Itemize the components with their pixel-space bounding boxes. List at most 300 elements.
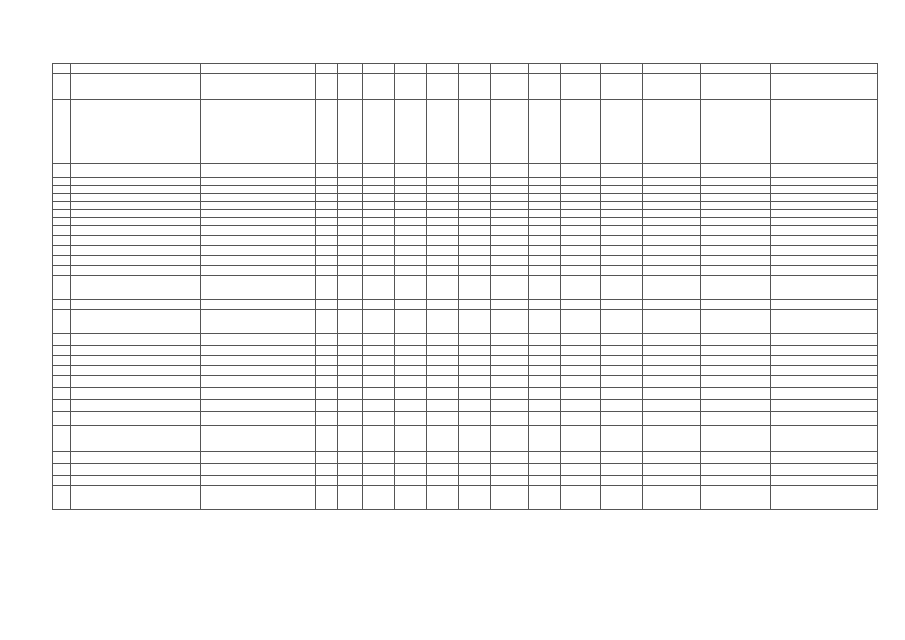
cell-name [71,300,201,310]
cell-c5 [529,452,561,464]
cell-basis [201,100,316,164]
cell-c5 [529,300,561,310]
cell-no [53,346,71,356]
cell-c3 [459,276,491,300]
cell-c5 [529,412,561,426]
cell-c9 [701,186,771,194]
cell-c8 [643,452,701,464]
cell-c2 [427,194,459,202]
cell-c10 [771,236,878,246]
cell-cost [363,186,395,194]
table-row [53,164,878,178]
cell-c9 [701,226,771,236]
cell-c5 [529,426,561,452]
cell-c6 [561,74,601,100]
cell-c5 [529,376,561,388]
cell-c8 [643,186,701,194]
cell-length [338,266,363,276]
cell-c1 [395,388,427,400]
cell-c9 [701,74,771,100]
cell-c3 [459,202,491,210]
cell-c9 [701,452,771,464]
table-row [53,178,878,186]
cell-c3 [459,356,491,366]
cell-no [53,400,71,412]
cell-year [316,266,338,276]
cell-c2 [427,426,459,452]
cell-c10 [771,426,878,452]
cell-year [316,388,338,400]
cell-year [316,74,338,100]
cell-c2 [427,218,459,226]
cell-c8 [643,486,701,510]
cell-c5 [529,400,561,412]
cell-c1 [395,64,427,74]
cell-c6 [561,476,601,486]
cell-name [71,346,201,356]
cell-c1 [395,310,427,334]
cell-c4 [491,266,529,276]
cell-length [338,366,363,376]
cell-c8 [643,334,701,346]
cell-cost [363,426,395,452]
cell-c1 [395,266,427,276]
cell-c10 [771,210,878,218]
cell-c6 [561,202,601,210]
cell-c9 [701,246,771,256]
cell-c1 [395,346,427,356]
cell-c2 [427,74,459,100]
table-row [53,64,878,74]
cell-c2 [427,356,459,366]
cell-c1 [395,356,427,366]
cell-c7 [601,74,643,100]
cell-name [71,226,201,236]
cell-c6 [561,426,601,452]
cell-c3 [459,452,491,464]
cell-c9 [701,486,771,510]
table-row [53,366,878,376]
cell-c7 [601,334,643,346]
cell-c2 [427,226,459,236]
cell-c7 [601,476,643,486]
cell-c5 [529,256,561,266]
cell-cost [363,266,395,276]
cell-c2 [427,464,459,476]
cell-c2 [427,210,459,218]
cell-c2 [427,164,459,178]
cell-c2 [427,100,459,164]
cell-c2 [427,300,459,310]
cell-basis [201,218,316,226]
cell-c10 [771,366,878,376]
cell-name [71,256,201,266]
cell-name [71,276,201,300]
cell-c9 [701,366,771,376]
cell-basis [201,388,316,400]
cell-basis [201,74,316,100]
cell-cost [363,74,395,100]
table-row [53,388,878,400]
cell-no [53,164,71,178]
cell-c6 [561,164,601,178]
cell-cost [363,64,395,74]
cell-c8 [643,100,701,164]
cell-c7 [601,412,643,426]
cell-year [316,178,338,186]
table-row [53,452,878,464]
cell-basis [201,256,316,266]
cell-c4 [491,426,529,452]
cell-length [338,236,363,246]
cell-c10 [771,64,878,74]
cell-length [338,164,363,178]
cell-c10 [771,266,878,276]
cell-year [316,486,338,510]
cell-no [53,366,71,376]
cell-basis [201,356,316,366]
cell-c7 [601,276,643,300]
cell-length [338,334,363,346]
cell-name [71,426,201,452]
cell-c6 [561,266,601,276]
cell-length [338,210,363,218]
cell-basis [201,426,316,452]
cell-c6 [561,356,601,366]
cell-c1 [395,486,427,510]
cell-c10 [771,476,878,486]
cell-c9 [701,276,771,300]
cell-c10 [771,226,878,236]
cell-c10 [771,246,878,256]
cell-c6 [561,64,601,74]
cell-year [316,464,338,476]
cell-c7 [601,452,643,464]
cell-c10 [771,74,878,100]
cell-no [53,74,71,100]
cell-c7 [601,186,643,194]
cell-c2 [427,246,459,256]
cell-c3 [459,426,491,452]
cell-year [316,210,338,218]
cell-year [316,310,338,334]
cell-c8 [643,476,701,486]
cell-no [53,452,71,464]
cell-cost [363,356,395,366]
data-table [52,63,878,510]
cell-cost [363,194,395,202]
cell-no [53,300,71,310]
cell-no [53,412,71,426]
cell-c1 [395,300,427,310]
cell-c9 [701,194,771,202]
cell-name [71,178,201,186]
cell-length [338,74,363,100]
cell-c7 [601,464,643,476]
cell-basis [201,266,316,276]
cell-c2 [427,266,459,276]
cell-c5 [529,100,561,164]
table-row [53,464,878,476]
cell-length [338,186,363,194]
cell-name [71,464,201,476]
cell-c1 [395,74,427,100]
cell-basis [201,236,316,246]
cell-no [53,486,71,510]
cell-c5 [529,334,561,346]
cell-c3 [459,210,491,218]
cell-c1 [395,476,427,486]
cell-cost [363,210,395,218]
cell-year [316,376,338,388]
cell-c9 [701,256,771,266]
cell-c4 [491,194,529,202]
cell-c8 [643,178,701,186]
cell-basis [201,310,316,334]
cell-basis [201,186,316,194]
cell-c3 [459,100,491,164]
cell-c1 [395,218,427,226]
cell-c4 [491,164,529,178]
cell-c6 [561,412,601,426]
cell-length [338,300,363,310]
cell-c5 [529,356,561,366]
cell-c7 [601,256,643,266]
cell-c10 [771,178,878,186]
cell-year [316,346,338,356]
cell-c3 [459,476,491,486]
cell-c9 [701,334,771,346]
cell-c6 [561,400,601,412]
cell-c8 [643,464,701,476]
table-row [53,202,878,210]
cell-c8 [643,246,701,256]
cell-c6 [561,226,601,236]
cell-length [338,64,363,74]
cell-c2 [427,400,459,412]
cell-cost [363,246,395,256]
cell-c9 [701,412,771,426]
cell-c2 [427,376,459,388]
cell-length [338,476,363,486]
cell-cost [363,388,395,400]
cell-c8 [643,266,701,276]
cell-c6 [561,464,601,476]
cell-no [53,476,71,486]
cell-c3 [459,194,491,202]
cell-c1 [395,412,427,426]
cell-c7 [601,64,643,74]
cell-year [316,226,338,236]
cell-year [316,412,338,426]
cell-c5 [529,236,561,246]
cell-year [316,236,338,246]
cell-name [71,218,201,226]
cell-c1 [395,366,427,376]
cell-c10 [771,276,878,300]
cell-c8 [643,426,701,452]
cell-c1 [395,164,427,178]
cell-c3 [459,412,491,426]
cell-length [338,202,363,210]
table-row [53,486,878,510]
cell-year [316,202,338,210]
cell-c1 [395,202,427,210]
cell-cost [363,300,395,310]
cell-c1 [395,256,427,266]
cell-c4 [491,178,529,186]
cell-c10 [771,334,878,346]
cell-c1 [395,186,427,194]
cell-c10 [771,464,878,476]
cell-year [316,300,338,310]
cell-basis [201,246,316,256]
cell-c7 [601,202,643,210]
cell-c2 [427,412,459,426]
cell-c3 [459,186,491,194]
cell-c9 [701,202,771,210]
cell-c8 [643,226,701,236]
table-row [53,276,878,300]
cell-c10 [771,218,878,226]
cell-c7 [601,426,643,452]
cell-c8 [643,256,701,266]
cell-c8 [643,366,701,376]
cell-c2 [427,202,459,210]
cell-cost [363,226,395,236]
cell-c8 [643,346,701,356]
cell-c5 [529,186,561,194]
cell-c7 [601,388,643,400]
cell-c6 [561,100,601,164]
cell-c9 [701,388,771,400]
cell-c2 [427,64,459,74]
cell-c1 [395,464,427,476]
cell-c10 [771,356,878,366]
cell-c6 [561,376,601,388]
cell-c7 [601,100,643,164]
cell-c3 [459,256,491,266]
cell-c4 [491,464,529,476]
cell-c7 [601,486,643,510]
cell-name [71,452,201,464]
cell-c6 [561,236,601,246]
table-row [53,376,878,388]
cell-no [53,64,71,74]
cell-c1 [395,334,427,346]
cell-c5 [529,464,561,476]
cell-c9 [701,210,771,218]
cell-basis [201,276,316,300]
cell-c4 [491,412,529,426]
cell-c7 [601,376,643,388]
cell-c8 [643,400,701,412]
cell-cost [363,376,395,388]
table-row [53,476,878,486]
cell-c6 [561,218,601,226]
cell-c5 [529,164,561,178]
cell-c8 [643,74,701,100]
cell-c9 [701,300,771,310]
cell-basis [201,464,316,476]
cell-year [316,366,338,376]
table-row [53,334,878,346]
table-row [53,100,878,164]
cell-c7 [601,246,643,256]
cell-year [316,334,338,346]
cell-no [53,210,71,218]
cell-c3 [459,346,491,356]
cell-cost [363,202,395,210]
table-row [53,356,878,366]
cell-c4 [491,300,529,310]
cell-length [338,256,363,266]
cell-c1 [395,452,427,464]
cell-name [71,310,201,334]
cell-c10 [771,100,878,164]
cell-cost [363,346,395,356]
cell-cost [363,256,395,266]
cell-c1 [395,194,427,202]
cell-year [316,400,338,412]
cell-c6 [561,486,601,510]
cell-c5 [529,310,561,334]
cell-c5 [529,388,561,400]
cell-c4 [491,366,529,376]
table-row [53,310,878,334]
cell-name [71,210,201,218]
cell-basis [201,346,316,356]
cell-c10 [771,164,878,178]
cell-length [338,356,363,366]
cell-basis [201,64,316,74]
cell-length [338,464,363,476]
cell-c3 [459,400,491,412]
cell-c2 [427,366,459,376]
cell-c10 [771,400,878,412]
cell-c6 [561,194,601,202]
cell-c9 [701,100,771,164]
cell-c7 [601,236,643,246]
cell-c8 [643,310,701,334]
cell-c7 [601,218,643,226]
cell-c5 [529,246,561,256]
cell-c10 [771,256,878,266]
cell-c10 [771,388,878,400]
cell-c4 [491,246,529,256]
cell-name [71,356,201,366]
cell-no [53,194,71,202]
cell-no [53,376,71,388]
table-row [53,266,878,276]
cell-name [71,164,201,178]
cell-basis [201,412,316,426]
cell-c2 [427,388,459,400]
cell-name [71,388,201,400]
cell-c4 [491,486,529,510]
cell-c5 [529,178,561,186]
cell-c6 [561,310,601,334]
cell-c2 [427,178,459,186]
cell-name [71,400,201,412]
cell-c10 [771,412,878,426]
cell-c2 [427,452,459,464]
cell-c3 [459,218,491,226]
cell-basis [201,366,316,376]
cell-c4 [491,202,529,210]
cell-length [338,178,363,186]
cell-c2 [427,346,459,356]
